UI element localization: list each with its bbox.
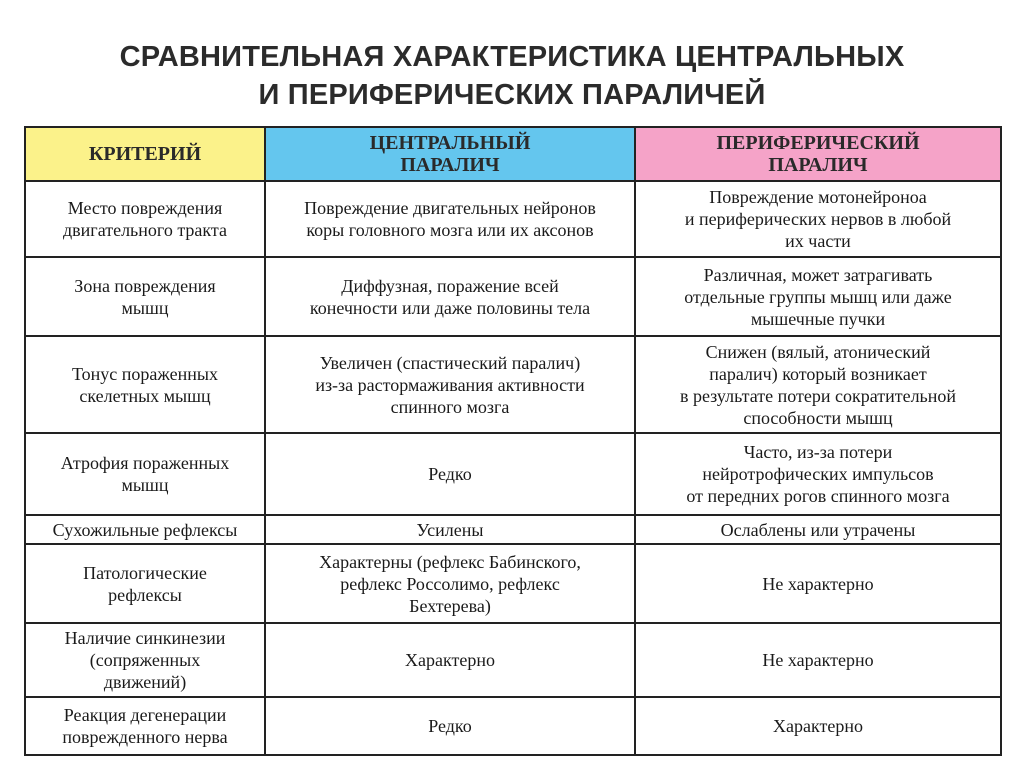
cell-line: движений) <box>103 672 187 692</box>
header-row <box>25 127 1001 181</box>
peripheral-cell <box>635 697 1001 755</box>
cell-line: Атрофия пораженных <box>60 453 230 473</box>
cell-line: Диффузная, поражение всей <box>341 275 559 296</box>
cell-line: коры головного мозга или их аксонов <box>306 220 594 240</box>
header-criterion: КРИТЕРИЙ <box>25 127 265 181</box>
table-row <box>25 623 1001 697</box>
header-central <box>265 127 635 181</box>
criterion-cell <box>25 257 265 336</box>
cell-line: двигательного тракта <box>63 220 227 240</box>
table-row <box>25 433 1001 515</box>
cell-line: скелетных мышц <box>79 385 211 406</box>
criterion-cell <box>25 181 265 257</box>
cell-line: отдельные группы мышц или даже <box>684 286 952 307</box>
table-row <box>25 515 1001 544</box>
criterion-cell <box>25 336 265 433</box>
cell-line: мышц <box>121 475 169 495</box>
peripheral-cell <box>635 181 1001 257</box>
table-row <box>25 544 1001 623</box>
cell-line: паралич) который возникает <box>709 363 927 384</box>
cell-line: Место повреждения <box>67 198 223 218</box>
cell-line: рефлекс Россолимо, рефлекс <box>340 573 560 594</box>
cell-line: в результате потери сократительной <box>679 385 957 406</box>
header-peripheral <box>635 127 1001 181</box>
cell-line: Характерно <box>405 650 495 670</box>
title-line-1: СРАВНИТЕЛЬНАЯ ХАРАКТЕРИСТИКА ЦЕНТРАЛЬНЫХ <box>119 41 905 73</box>
peripheral-cell <box>635 515 1001 544</box>
cell-line: Характерны (рефлекс Бабинского, <box>319 551 581 572</box>
peripheral-cell <box>635 257 1001 336</box>
table-row <box>25 257 1001 336</box>
cell-line: Увеличен (спастический паралич) <box>319 352 581 373</box>
cell-line: Не характерно <box>762 573 874 594</box>
cell-line: Редко <box>428 716 472 736</box>
central-cell <box>265 181 635 257</box>
cell-line: Патологические <box>83 562 207 583</box>
cell-line: способности мышц <box>743 407 893 428</box>
central-cell <box>265 433 635 515</box>
cell-line: Снижен (вялый, атонический <box>705 341 931 362</box>
cell-line: Часто, из-за потери <box>743 442 893 462</box>
cell-line: (сопряженных <box>89 650 201 670</box>
header-central-line-2: ПАРАЛИЧ <box>400 154 500 176</box>
table-row <box>25 181 1001 257</box>
cell-line: Реакция дегенерации <box>63 705 227 725</box>
cell-line: и периферических нервов в любой <box>684 209 952 229</box>
cell-line: от передних рогов спинного мозга <box>686 486 950 506</box>
peripheral-cell <box>635 336 1001 433</box>
central-cell <box>265 697 635 755</box>
criterion-cell <box>25 544 265 623</box>
cell-line: Тонус пораженных <box>72 363 218 384</box>
header-central-line-1: ЦЕНТРАЛЬНЫЙ <box>369 132 531 154</box>
central-cell <box>265 623 635 697</box>
cell-line: Зона повреждения <box>74 275 216 296</box>
central-cell <box>265 257 635 336</box>
cell-line: Характерно <box>773 716 863 736</box>
cell-line: рефлексы <box>108 584 182 605</box>
central-cell <box>265 544 635 623</box>
cell-line: Различная, может затрагивать <box>703 264 933 285</box>
cell-line: конечности или даже половины тела <box>309 297 591 318</box>
peripheral-cell <box>635 623 1001 697</box>
cell-line: Усилены <box>416 519 484 540</box>
cell-line: Повреждение мотонейроноа <box>709 187 927 207</box>
criterion-cell <box>25 697 265 755</box>
cell-line: спинного мозга <box>390 396 510 417</box>
cell-line: из-за растормаживания активности <box>315 374 585 395</box>
page-title <box>0 38 1024 114</box>
cell-line: Сухожильные рефлексы <box>52 519 238 540</box>
cell-line: мышц <box>121 297 169 318</box>
cell-line: Ослаблены или утрачены <box>720 519 916 540</box>
header-peripheral-line-1: ПЕРИФЕРИЧЕСКИЙ <box>716 132 920 154</box>
cell-line: Редко <box>428 464 472 484</box>
cell-line: Бехтерева) <box>409 595 491 616</box>
peripheral-cell <box>635 433 1001 515</box>
central-cell <box>265 336 635 433</box>
table-row <box>25 336 1001 433</box>
cell-line: нейротрофических импульсов <box>702 464 934 484</box>
cell-line: мышечные пучки <box>750 308 886 329</box>
peripheral-cell <box>635 544 1001 623</box>
cell-line: Не характерно <box>762 650 874 670</box>
title-line-2: И ПЕРИФЕРИЧЕСКИХ ПАРАЛИЧЕЙ <box>258 79 766 111</box>
criterion-cell <box>25 515 265 544</box>
central-cell <box>265 515 635 544</box>
criterion-cell <box>25 433 265 515</box>
header-peripheral-line-2: ПАРАЛИЧ <box>768 154 868 176</box>
table-row <box>25 697 1001 755</box>
comparison-table <box>24 126 1002 756</box>
cell-line: их части <box>785 231 851 251</box>
cell-line: Наличие синкинезии <box>64 628 226 648</box>
criterion-cell <box>25 623 265 697</box>
cell-line: Повреждение двигательных нейронов <box>304 198 596 218</box>
cell-line: поврежденного нерва <box>62 727 228 747</box>
